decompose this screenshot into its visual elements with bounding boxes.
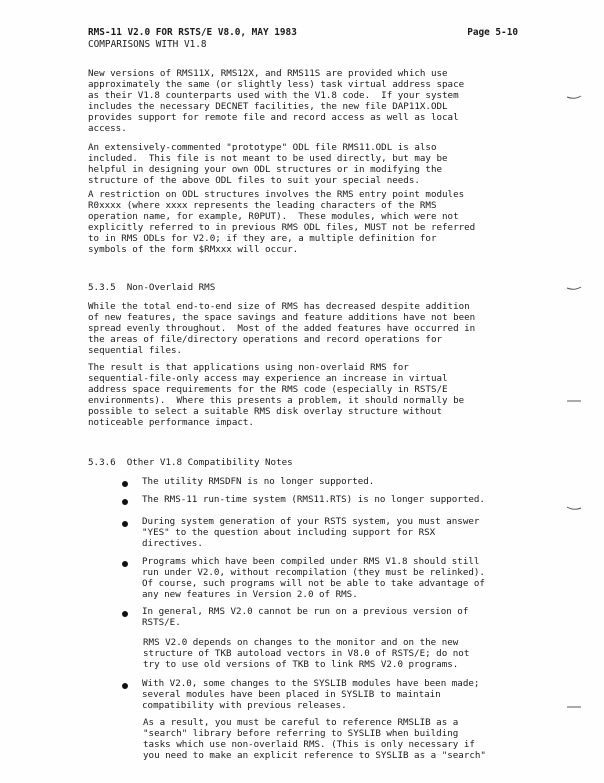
section-heading-5-3-6: 5.3.6 Other V1.8 Compatibility Notes xyxy=(88,457,293,468)
bullet-icon xyxy=(122,499,128,505)
bullet-icon xyxy=(122,683,128,689)
section-heading-5-3-5: 5.3.5 Non-Overlaid RMS xyxy=(88,282,216,293)
bullet-icon xyxy=(122,481,128,487)
margin-mark xyxy=(566,704,582,710)
page-header xyxy=(88,27,518,51)
bullet-rmslib-note: As a result, you must be careful to reference RMSLIB as a "search" library before referring to SYSLIB when building tasks which use non-overlaid RMS. (This is only necessary if you need to make an explicit reference to SYSLIB as a "search" xyxy=(143,717,486,762)
header-subtitle: COMPARISONS WITH V1.8 xyxy=(88,39,207,50)
margin-mark xyxy=(566,285,582,291)
paragraph-non-overlaid-result: The result is that applications using non-overlaid RMS for sequential-file-only access may experience an increase in virtual address space requirements for the RMS code (especially in RSTS/E environments). Where this presents a problem, it should normally be possible to select a suitable RMS disk overlay structure without noticeable performance impact. xyxy=(88,362,465,429)
bullet-icon xyxy=(122,561,128,567)
bullet-tkb-note: RMS V2.0 depends on changes to the monitor and on the new structure of TKB autoload vectors in V8.0 of RSTS/E; do not try to use old versions of TKB to link RMS V2.0 programs. xyxy=(143,637,470,671)
paragraph-odl-restriction: A restriction on ODL structures involves the RMS entry point modules R0xxxx (where xxxx represents the leading characters of the RMS operation name, for example, R0PUT). These modules, which were not explicitly referred to in previous RMS ODL files, MUST not be referred to in RMS ODLs for V2.0; if they are, a multiple definition for symbols of the form $RMxxx will occur. xyxy=(88,189,476,256)
margin-mark xyxy=(566,94,582,100)
bullet-rmsdfn: The utility RMSDFN is no longer supported. xyxy=(142,476,375,487)
paragraph-rms-versions: New versions of RMS11X, RMS12X, and RMS11S are provided which use approximately the same (or slightly less) task virtual address space as their V1.8 counterparts used with the V1.8 code. If your system includes the necessary DECNET facilities, the new file DAP11X.ODL provides support for remote file and record access as well as local access. xyxy=(88,68,465,135)
paragraph-rms-size: While the total end-to-end size of RMS has decreased despite addition of new features, the space savings and feature additions have not been spread evenly throughout. Most of the added features have occurred in the areas of file/directory operations and record operations for sequential files. xyxy=(88,301,476,357)
paragraph-prototype-odl: An extensively-commented "prototype" ODL file RMS11.ODL is also included. This file is not meant to be used directly, but may be helpful in designing your own ODL structures or in modifying the structure of the above ODL files to suit your special needs. xyxy=(88,142,448,187)
bullet-syslib-changes: With V2.0, some changes to the SYSLIB modules have been made; several modules have been placed in SYSLIB to maintain compatibility with previous releases. xyxy=(142,678,480,712)
bullet-recompilation: Programs which have been compiled under RMS V1.8 should still run under V2.0, without recompilation (they must be relinked). Of course, such programs will not be able to take advantage of any new features in Version 2.0 of RMS. xyxy=(142,556,485,601)
bullet-system-generation: During system generation of your RSTS system, you must answer "YES" to the question about including support for RSX directives. xyxy=(142,516,480,550)
header-title: RMS-11 V2.0 FOR RSTS/E V8.0, MAY 1983 xyxy=(88,27,297,38)
page-number: Page 5-10 xyxy=(467,27,518,38)
margin-mark xyxy=(566,398,582,404)
margin-mark xyxy=(566,505,582,511)
bullet-run-time-system: The RMS-11 run-time system (RMS11.RTS) is no longer supported. xyxy=(142,494,485,505)
bullet-icon xyxy=(122,521,128,527)
bullet-previous-version: In general, RMS V2.0 cannot be run on a previous version of RSTS/E. xyxy=(142,606,469,629)
bullet-icon xyxy=(122,611,128,617)
